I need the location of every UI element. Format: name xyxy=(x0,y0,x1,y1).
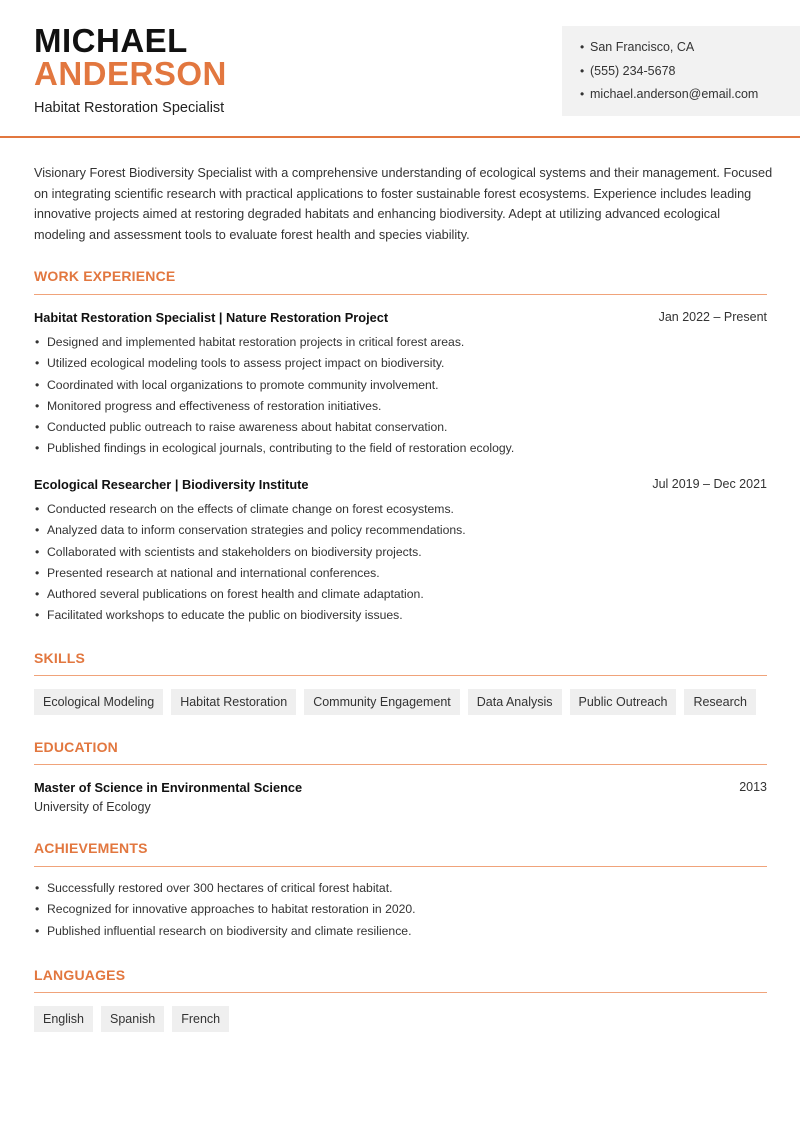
list-item: • Published influential research on biodiversity and climate resilience. xyxy=(34,921,767,942)
skills-tags xyxy=(34,689,756,715)
list-item: • Published findings in ecological journals, contributing to the field of restoration ecology. xyxy=(34,438,767,459)
language-tags xyxy=(34,1006,229,1032)
education-year: 2013 xyxy=(739,780,767,794)
list-item: • Monitored progress and effectiveness of restoration initiatives. xyxy=(34,396,767,417)
job-dates: Jan 2022 – Present xyxy=(658,310,767,324)
resume-header xyxy=(0,0,800,138)
first-name: MICHAEL xyxy=(34,22,188,59)
skill-tag: Community Engagement xyxy=(304,689,460,715)
list-item: • Facilitated workshops to educate the public on biodiversity issues. xyxy=(34,605,767,626)
job-role: Habitat Restoration Specialist | Nature Restoration Project xyxy=(34,310,389,325)
list-item: • Conducted public outreach to raise awareness about habitat conservation. xyxy=(34,417,767,438)
list-item: • Collaborated with scientists and stakeholders on biodiversity projects. xyxy=(34,542,767,563)
contact-email[interactable]: • michael.anderson@email.com xyxy=(580,83,800,107)
section-divider xyxy=(34,992,767,993)
education-degree: Master of Science in Environmental Science xyxy=(34,780,303,795)
job-header xyxy=(34,310,767,325)
language-tag: French xyxy=(172,1006,229,1032)
section-divider xyxy=(34,675,767,676)
skill-tag: Research xyxy=(684,689,756,715)
education-school: University of Ecology xyxy=(34,800,151,814)
list-item: • Utilized ecological modeling tools to assess project impact on biodiversity. xyxy=(34,353,767,374)
section-title-work: WORK EXPERIENCE xyxy=(34,268,176,284)
contact-box xyxy=(562,26,800,116)
job-dates: Jul 2019 – Dec 2021 xyxy=(652,477,767,491)
section-title-achievements: ACHIEVEMENTS xyxy=(34,840,148,856)
skill-tag: Public Outreach xyxy=(570,689,677,715)
skill-tag: Data Analysis xyxy=(468,689,562,715)
list-item: • Successfully restored over 300 hectares of critical forest habitat. xyxy=(34,878,767,899)
language-tag: English xyxy=(34,1006,93,1032)
list-item: • Authored several publications on forest health and climate adaptation. xyxy=(34,584,767,605)
job-bullets xyxy=(34,332,767,460)
contact-phone[interactable]: • (555) 234-5678 xyxy=(580,60,800,84)
list-item: • Designed and implemented habitat restoration projects in critical forest areas. xyxy=(34,332,767,353)
skill-tag: Habitat Restoration xyxy=(171,689,296,715)
list-item: • Analyzed data to inform conservation strategies and policy recommendations. xyxy=(34,520,767,541)
skill-tag: Ecological Modeling xyxy=(34,689,163,715)
last-name: ANDERSON xyxy=(34,55,227,92)
section-divider xyxy=(34,764,767,765)
job-header xyxy=(34,477,767,492)
job-bullets xyxy=(34,499,767,627)
language-tag: Spanish xyxy=(101,1006,164,1032)
section-title-skills: SKILLS xyxy=(34,650,85,666)
section-title-education: EDUCATION xyxy=(34,739,118,755)
list-item: • Coordinated with local organizations to promote community involvement. xyxy=(34,375,767,396)
section-title-languages: LANGUAGES xyxy=(34,967,126,983)
job-role: Ecological Researcher | Biodiversity Institute xyxy=(34,477,309,492)
contact-location: • San Francisco, CA xyxy=(580,36,800,60)
list-item: • Presented research at national and international conferences. xyxy=(34,563,767,584)
section-divider xyxy=(34,866,767,867)
section-divider xyxy=(34,294,767,295)
list-item: • Recognized for innovative approaches to habitat restoration in 2020. xyxy=(34,899,767,920)
job-title: Habitat Restoration Specialist xyxy=(34,100,225,116)
list-item: • Conducted research on the effects of climate change on forest ecosystems. xyxy=(34,499,767,520)
summary-paragraph: Visionary Forest Biodiversity Specialist with a comprehensive understanding of ecological systems and their management. Focused on integrating scientific research with practical applications to foster sustainable forest ecosystems. Experience includes leading innovative projects aimed at restoring degraded habitats and enhancing biodiversity. Adept at utilizing advanced ecological modeling and assessment tools to evaluate forest health and species viability. xyxy=(34,166,773,243)
achievements-list xyxy=(34,878,767,942)
